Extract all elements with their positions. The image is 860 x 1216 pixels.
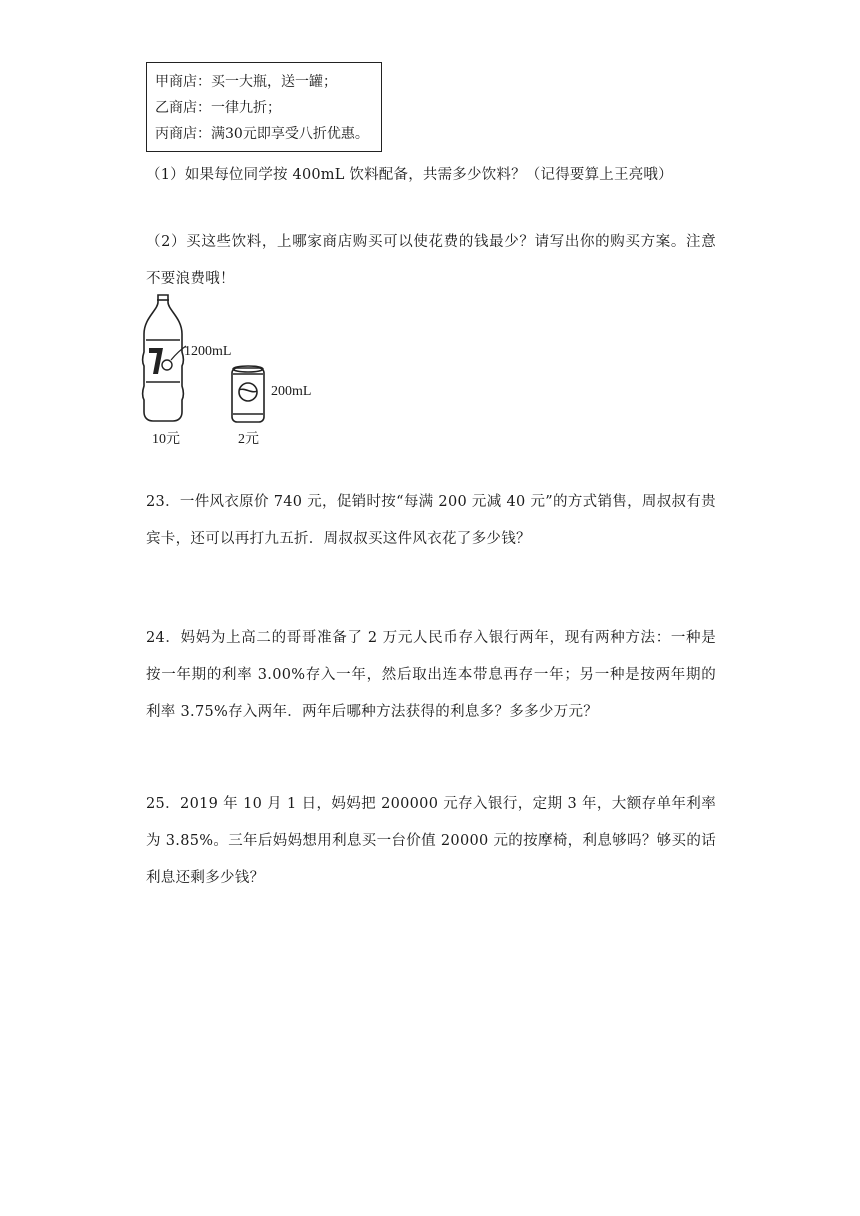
bottle-shape bbox=[143, 295, 184, 421]
bottle-price-label: 10元 bbox=[152, 432, 180, 447]
can-price-label: 2元 bbox=[238, 432, 259, 447]
shop-offers-box bbox=[146, 62, 382, 152]
question-2: （2）买这些饮料，上哪家商店购买可以使花费的钱最少？请写出你的购买方案。注意不要浪费哦！ bbox=[146, 234, 716, 287]
problem-23: 23．一件风衣原价 740 元，促销时按“每满 200 元减 40 元”的方式销售，周叔叔有贵宾卡，还可以再打九五折．周叔叔买这件风衣花了多少钱？ bbox=[146, 494, 716, 547]
shop-offer-yi: 乙商店：一律九折； bbox=[155, 100, 281, 116]
can-shape bbox=[232, 366, 264, 422]
shop-offer-jia: 甲商店：买一大瓶，送一罐； bbox=[155, 74, 337, 90]
question-1: （1）如果每位同学按 400mL 饮料配备，共需多少饮料？（记得要算上王亮哦） bbox=[146, 167, 673, 183]
bottle-volume-label: 1200mL bbox=[184, 344, 232, 359]
problem-24: 24．妈妈为上高二的哥哥准备了 2 万元人民币存入银行两年，现有两种方法：一种是按一年期的利率 3.00%存入一年，然后取出连本带息再存一年；另一种是按两年期的利率 3.75%存入两年．两年后哪种方法获得的利息多？多多少万元？ bbox=[146, 630, 716, 720]
problem-25: 25．2019 年 10 月 1 日，妈妈把 200000 元存入银行，定期 3 年，大额存单年利率为 3.85%。三年后妈妈想用利息买一台价值 20000 元的按摩椅，利息够吗？够买的话利息还剩多少钱？ bbox=[146, 796, 716, 886]
soda-bottle-icon bbox=[140, 290, 340, 450]
bottle-label-7up bbox=[149, 346, 186, 374]
can-volume-label: 200mL bbox=[271, 384, 312, 399]
drinks-figure bbox=[140, 290, 340, 450]
shop-offer-bing: 丙商店：满30元即享受八折优惠。 bbox=[155, 126, 369, 142]
